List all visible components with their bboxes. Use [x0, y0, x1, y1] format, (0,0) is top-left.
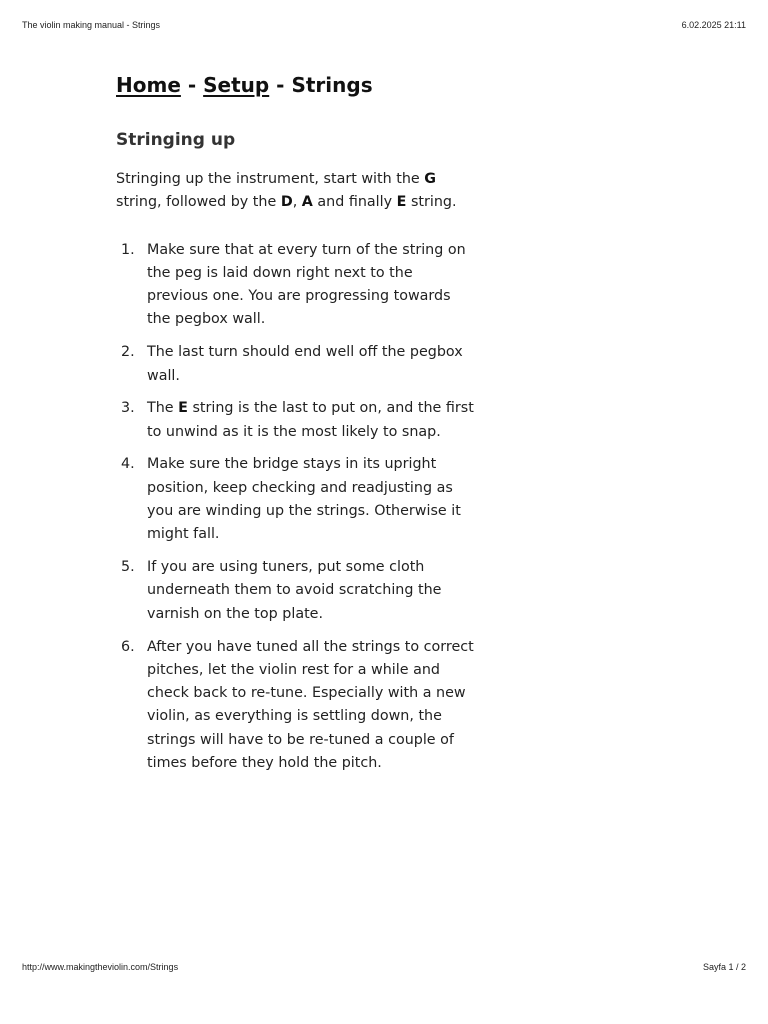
- string-a: A: [301, 194, 313, 211]
- list-item: [116, 453, 476, 546]
- list-item: [116, 239, 476, 332]
- list-item-text: Make sure that at every turn of the string on the peg is laid down right next to the previous one. You are progressing towards the pegbox wall.: [147, 241, 466, 328]
- list-item-number: 5.: [121, 559, 135, 576]
- intro-text: string.: [406, 194, 457, 211]
- print-header: [22, 20, 746, 30]
- print-footer-url: http://www.makingtheviolin.com/Strings: [22, 962, 179, 972]
- intro-text: and finally: [312, 194, 397, 211]
- print-header-title: The violin making manual - Strings: [22, 20, 161, 30]
- list-item-number: 1.: [121, 241, 135, 258]
- list-item-text: string is the last to put on, and the first to unwind as it is the most likely to snap.: [147, 400, 474, 440]
- list-item-number: 3.: [121, 400, 135, 417]
- breadcrumb-home-link[interactable]: Home: [116, 73, 181, 97]
- intro-text: Stringing up the instrument, start with the: [116, 171, 425, 187]
- list-item-number: 6.: [121, 638, 135, 655]
- intro-text: string, followed by the: [116, 194, 281, 211]
- list-item: [116, 397, 476, 444]
- page-content: [116, 70, 476, 785]
- intro-paragraph: [116, 168, 476, 215]
- list-item-text: The: [147, 400, 179, 417]
- list-item-text: Make sure the bridge stays in its upright position, keep checking and readjusting as you are winding up the strings. Otherwise it might fall.: [147, 456, 461, 543]
- list-item-text: The last turn should end well off the pegbox wall.: [147, 344, 463, 384]
- string-e: E: [396, 194, 407, 211]
- list-item-number: 2.: [121, 344, 135, 361]
- breadcrumb-current: Strings: [291, 73, 373, 97]
- list-item: [116, 556, 476, 626]
- breadcrumb: [116, 70, 476, 100]
- list-item-text: After you have tuned all the strings to correct pitches, let the violin rest for a while and check back to re-tune. Especially with a new violin, as everything is settling down, the strings will have to be re-tuned a couple of times before they hold the pitch.: [147, 638, 474, 772]
- list-item: [116, 341, 476, 388]
- print-header-datetime: 6.02.2025 21:11: [681, 20, 746, 30]
- intro-text: ,: [292, 194, 302, 211]
- breadcrumb-separator: -: [180, 73, 204, 97]
- breadcrumb-separator: -: [269, 73, 292, 97]
- string-g: G: [424, 171, 436, 187]
- list-item-number: 4.: [121, 456, 135, 473]
- string-d: D: [280, 194, 293, 211]
- print-footer-page: Sayfa 1 / 2: [702, 962, 746, 972]
- list-item-text: If you are using tuners, put some cloth underneath them to avoid scratching the varnish on the top plate.: [147, 559, 442, 622]
- section-title: Stringing up: [116, 130, 236, 150]
- print-footer: [22, 962, 746, 972]
- string-e: E: [178, 400, 188, 417]
- breadcrumb-setup-link[interactable]: Setup: [203, 73, 270, 97]
- list-item: [116, 636, 476, 776]
- steps-list: [116, 239, 476, 776]
